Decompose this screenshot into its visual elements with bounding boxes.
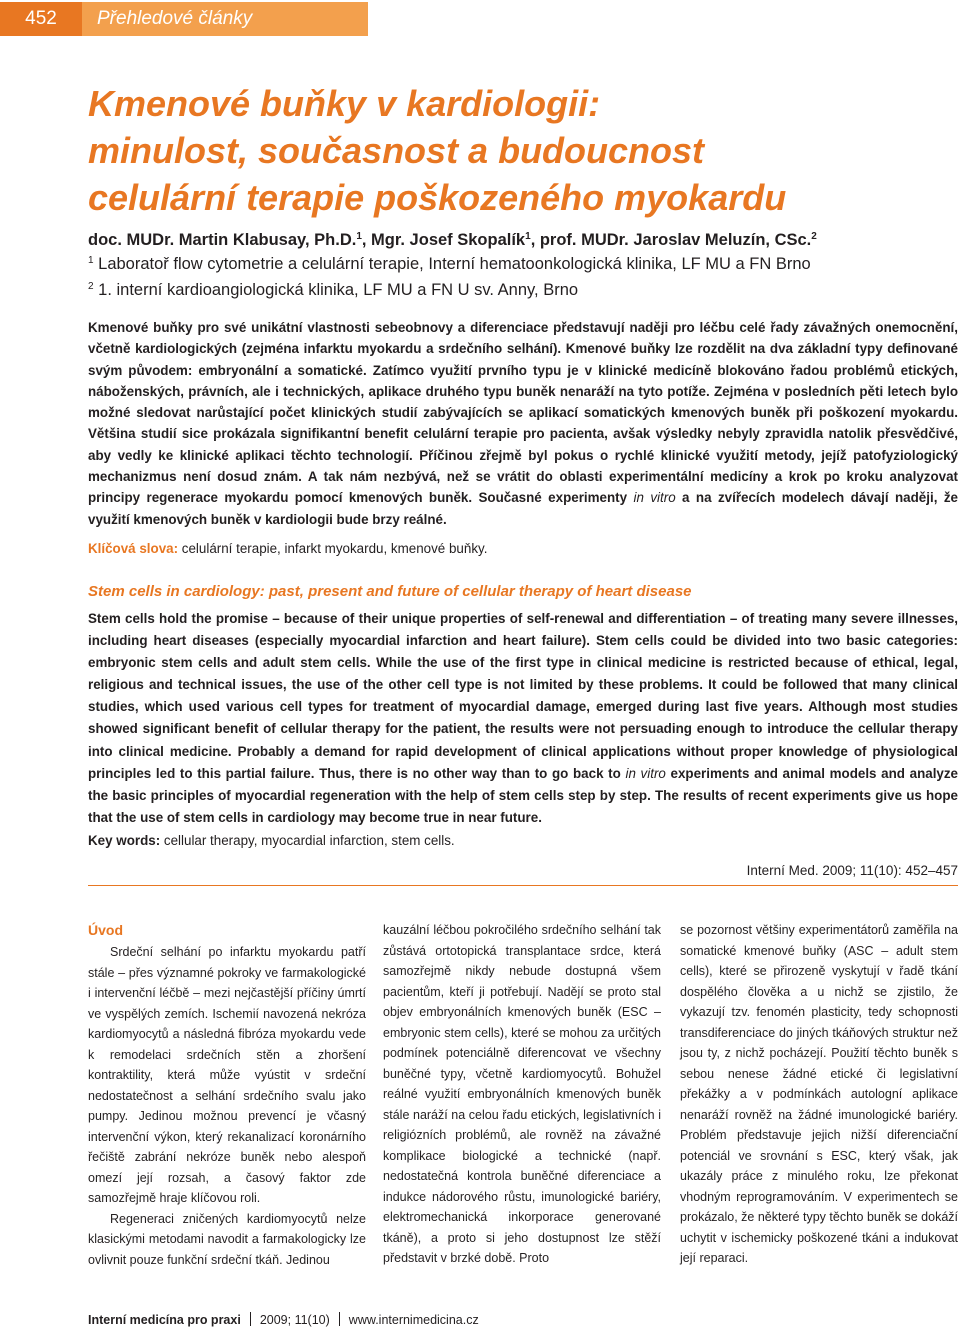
col2-paragraph: kauzální léčbou pokročilého srdečního selhání tak zůstává ortotopická transplantace srdce, která samozřejmě nikdy nebude dostupná všem pacientům, kteří ji potřebují. Nadějí se proto stal objev embryonálních kmenových buněk (ESC – embryonic stem cells), které se mohou za určitých podmínek potenciálně diferencovat ve všechny buněčné typy, včetně kardiomyocytů. Bohužel reálné využití embryonálních kmenových buněk stále naráží na celou řadu etických, legislativních i religiózních problémů, ale rovněž na závažné komplikace biologické a technické (např. nedostatečná kontrola buněčné diferenciace a indukce nádorového růstu, imunologické bariéry, elektromechanická inkorporace generované tkáně), a proto si jeho dostupnost lze stěží představit v brzké době. Proto: [383, 923, 661, 1265]
author-list: [88, 229, 948, 251]
footer-issue: 2009; 11(10): [259, 1313, 330, 1327]
author-1-sup: 1: [356, 231, 362, 242]
abstract-en-italic: in vitro: [625, 765, 666, 781]
title-line-2: minulost, současnost a budoucnost: [88, 130, 705, 171]
col1-paragraph-2: Regeneraci zničených kardiomyocytů nelze klasickými metodami navodit a farmakologicky lze ovlivnit pouze funkční srdeční tkáň. Jedinou: [88, 1211, 366, 1267]
abstract-english: [88, 608, 958, 829]
author-3: , prof. MUDr. Jaroslav Meluzín, CSc.: [530, 231, 812, 249]
col1-paragraph-1: Srdeční selhání po infarktu myokardu patří stále – přes významné pokroky ve farmakologické i intervenční léčbě – mezi nejčastější příčiny úmrtí ve vyspělých zemích. Ischemií navozená nekróza kardiomyocytů a následná fibróza myokardu vede k remodelaci srdečních stěn a zhoršení kontraktility, která může vyústit v srdeční nedostatečnost a selhání srdečního svalu jako pumpy. Jedinou možnou prevencí je včasný intervenční výkon, který rekanalizací koronárního řečiště zabrání nekróze buněk nebo alespoň omezí její rozsah, a časový faktor zde samozřejmě hraje klíčovou roli.: [88, 945, 366, 1205]
page-header: [0, 2, 368, 36]
abstract-en-part2: experiments and animal models and analyze the basic principles of myocardial regeneration with the help of stem cells step by step. The results of recent experiments give us hope that the use of stem cells in cardiology may become true in near future.: [88, 765, 959, 825]
article-title: [88, 80, 948, 221]
title-line-1: Kmenové buňky v kardiologii:: [88, 83, 601, 124]
keywords-english: [88, 831, 958, 851]
affiliation-2-sup: 2: [88, 281, 94, 292]
section-label: Přehledové články: [82, 2, 368, 36]
affiliation-1: [88, 253, 948, 275]
page-footer: [88, 1311, 479, 1329]
abstract-czech: [88, 317, 958, 530]
english-title: Stem cells in cardiology: past, present and future of cellular therapy of heart disease: [88, 583, 692, 600]
body-column-1: [88, 920, 366, 1270]
keywords-cz-text: celulární terapie, infarkt myokardu, kmenové buňky.: [178, 541, 488, 556]
affiliation-2-text: 1. interní kardioangiologická klinika, LF MU a FN U sv. Anny, Brno: [98, 281, 579, 299]
abstract-cz-part1: Kmenové buňky pro své unikátní vlastnosti sebeobnovy a diferenciace představují naději pro léčbu celé řady závažných onemocnění, včetně kardiologických (zejména infarktu myokardu a srdečního selhání). Kmenové buňky lze rozdělit na dva základní typy definované svým původem: embryonální a somatické. Zatímco využití prvního typu je v klinické medicíně blokováno řadou problémů etických, náboženských, právních, ale i technických, aplikace druhého typu buněk nenaráží na tyto potíže. Zejména v posledních pěti letech bylo možné sledovat narůstající počet klinických studií zabývajících se aplikací somatických kmenových buněk při poškození myokardu. Většina studií sice prokázala signifikantní benefit celulární terapie pro pacienta, avšak výsledky nebyly zpravidla natolik přesvědčivé, aby vedly ke klinické aplikaci těchto technologií. Příčinou zřejmě byl pokus o rychlé klinické využití metody, jejíž patofyziologický mechanizmus není dosud znám. A tak nám nezbývá, než se vrátit do oblasti experimentální medicíny a krok po kroku analyzovat principy regenerace myokardu pomocí kmenových buněk. Současné experimenty: [88, 320, 958, 506]
abstract-cz-italic: in vitro: [633, 490, 676, 506]
affiliation-1-sup: 1: [88, 255, 94, 266]
author-2-sup: 1: [525, 231, 531, 242]
footer-separator-2: [339, 1312, 340, 1326]
section-heading-uvod: Úvod: [88, 922, 123, 938]
abstract-cz-part2: a na zvířecích modelech dávají naději, že využití kmenových buněk v kardiologii bude brzy reálné.: [88, 490, 958, 527]
keywords-en-label: Key words:: [88, 833, 161, 848]
keywords-cz-label: Klíčová slova:: [88, 541, 179, 556]
col3-paragraph: se pozornost většiny experimentátorů zaměřila na somatické kmenové buňky (ASC – adult stem cells), které se přirozeně vyskytují v řadě tkání dospělého člověka a u nichž se zjistilo, že vykazují tzv. fenomén plasticity, tedy schopnosti transdiferenciace do jiných tkáňových struktur než jsou ty, z nichž pocházejí. Použití těchto buněk s sebou nenese žádné etické či legislativní překážky a v podmínkách autologní aplikace nenaráží rovněž na žádné imunologické bariéry. Problém představuje jejich nižší diferenciační potenciál ve srovnání s ESC, který však, jak ukazály práce z minulého roku, lze překonat vhodným reprogramováním. V experimentech se prokázalo, že některé typy těchto buněk se dokáží uchytit v ischemicky poškozené tkáni a indukovat její reparaci.: [680, 923, 958, 1265]
footer-url[interactable]: www.internimedicina.cz: [348, 1313, 479, 1327]
abstract-en-part1: Stem cells hold the promise – because of their unique properties of self-renewal and differentiation – of treating many severe illnesses, including heart diseases (especially myocardial infarction and heart failure). Stem cells could be divided into two basic categories: embryonic stem cells and adult stem cells. While the use of the first type in clinical medicine is restricted because of ethical, legal, religious and technical issues, the use of the other cell type is not limited by these problems. It could be followed that many clinical studies, which used various cell types for treatment of myocardial damage, emerged during last five years. Although most studies showed significant benefit of cellular therapy for the patient, the results were not persuading enough to introduce the cellular therapy into clinical medicine. Probably a demand for rapid development of clinical applications without proper knowledge of physiological principles led to this partial failure. Thus, there is no other way than to go back to: [88, 611, 958, 781]
page-number: 452: [0, 2, 82, 36]
title-line-3: celulární terapie poškozeného myokardu: [88, 177, 787, 218]
body-column-2: [383, 920, 661, 1269]
keywords-czech: [88, 539, 958, 559]
author-2: , Mgr. Josef Skopalík: [361, 231, 526, 249]
body-column-3: [680, 920, 958, 1269]
affiliation-1-text: Laboratoř flow cytometrie a celulární terapie, Interní hematoonkologická klinika, LF MU a FN Brno: [98, 255, 811, 273]
author-3-sup: 2: [811, 231, 817, 242]
keywords-en-text: cellular therapy, myocardial infarction, stem cells.: [160, 833, 455, 848]
footer-journal: Interní medicína pro praxi: [88, 1313, 241, 1327]
affiliation-2: [88, 279, 948, 301]
citation: Interní Med. 2009; 11(10): 452–457: [746, 863, 958, 878]
citation-rule: [88, 885, 958, 886]
footer-separator-1: [250, 1312, 251, 1326]
author-1: doc. MUDr. Martin Klabusay, Ph.D.: [88, 231, 357, 249]
